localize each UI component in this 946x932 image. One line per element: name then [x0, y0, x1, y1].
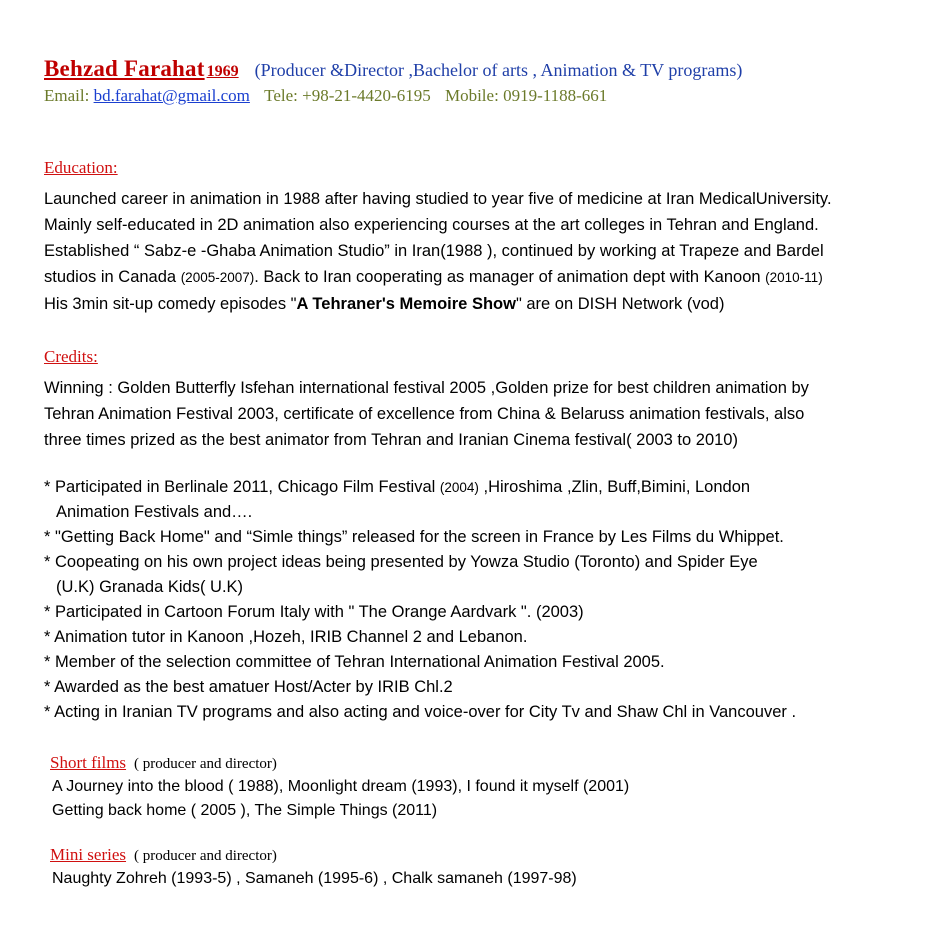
list-item-continuation: Animation Festivals and…. — [56, 503, 253, 521]
list-item-text-b: ,Hiroshima ,Zlin, Buff,Bimini, London — [478, 478, 751, 496]
mini-series-heading: Mini series — [50, 845, 127, 864]
short-films-line-1: A Journey into the blood ( 1988), Moonlight dream (1993), I found it myself (2001) — [52, 778, 630, 795]
short-films-lines — [44, 775, 916, 823]
short-films-line-2: Getting back home ( 2005 ), The Simple Things (2011) — [52, 802, 438, 819]
mini-series-heading-wrap — [44, 845, 916, 865]
mini-series-lines — [44, 867, 916, 891]
email-label: Email: — [44, 86, 90, 105]
list-item: * Awarded as the best amatuer Host/Acter by IRIB Chl.2 — [44, 678, 453, 696]
credits-intro-line-1: Winning : Golden Butterfly Isfehan international festival 2005 ,Golden prize for best children animation by — [44, 379, 809, 397]
education-line-5-a: His 3min sit-up comedy episodes " — [44, 295, 297, 313]
person-titles: (Producer &Director ,Bachelor of arts , Animation & TV programs) — [254, 60, 743, 80]
short-films-note: ( producer and director) — [134, 756, 277, 772]
education-canada-years: (2005-2007) — [180, 270, 255, 285]
education-line-4-a: studios in Canada — [44, 268, 181, 286]
list-item: * Acting in Iranian TV programs and also acting and voice-over for City Tv and Shaw Chl in Vancouver . — [44, 703, 797, 721]
education-line-1: Launched career in animation in 1988 after having studied to year five of medicine at Iran MedicalUniversity. — [44, 190, 832, 208]
short-films-heading: Short films — [50, 753, 127, 772]
list-item: * "Getting Back Home" and “Simle things” released for the screen in France by Les Films du Whippet. — [44, 528, 784, 546]
person-name: Behzad Farahat — [44, 56, 205, 81]
credits-intro-line-3: three times prized as the best animator from Tehran and Iranian Cinema festival( 2003 to 2010) — [44, 431, 738, 449]
list-item-text: * Participated in Berlinale 2011, Chicago Film Festival — [44, 478, 440, 496]
list-item: * Member of the selection committee of Tehran International Animation Festival 2005. — [44, 653, 665, 671]
education-line-2: Mainly self-educated in 2D animation also experiencing courses at the art colleges in Tehran and England. — [44, 216, 819, 234]
short-films-heading-wrap — [44, 753, 916, 773]
credits-intro — [44, 375, 916, 453]
education-line-4 — [44, 264, 916, 291]
credits-list — [44, 475, 916, 725]
credits-heading: Credits: — [44, 347, 98, 366]
education-kanoon-years: (2010-11) — [765, 270, 823, 285]
list-item: * Participated in Cartoon Forum Italy with " The Orange Aardvark ". (2003) — [44, 603, 584, 621]
list-item-continuation: (U.K) Granada Kids( U.K) — [56, 578, 244, 596]
education-line-4-b: . Back to Iran cooperating as manager of animation dept with Kanoon — [254, 268, 766, 286]
mobile-label: Mobile: — [444, 86, 499, 105]
show-title: A Tehraner's Memoire Show — [296, 295, 516, 313]
list-item: * Coopeating on his own project ideas being presented by Yowza Studio (Toronto) and Spider Eye — [44, 553, 758, 571]
list-item — [44, 475, 916, 500]
contact-line — [44, 86, 916, 106]
education-line-3: Established “ Sabz-e -Ghaba Animation Studio” in Iran(1988 ), continued by working at Trapeze and Bardel — [44, 242, 824, 260]
birth-year: 1969 — [206, 63, 239, 80]
education-line-5-b: " are on DISH Network — [515, 295, 687, 313]
education-body — [44, 186, 916, 317]
list-item-year: (2004) — [439, 480, 479, 495]
email-link[interactable]: bd.farahat@gmail.com — [93, 86, 250, 105]
education-heading: Education: — [44, 158, 118, 177]
vod-note: (vod) — [686, 295, 725, 313]
education-line-5 — [44, 291, 916, 317]
mini-series-line-1: Naughty Zohreh (1993-5) , Samaneh (1995-6) , Chalk samaneh (1997-98) — [52, 870, 577, 887]
mobile-number: 0919-1188-661 — [503, 86, 608, 105]
telephone: Tele: +98-21-4420-6195 — [264, 86, 431, 105]
header-name-line — [44, 56, 916, 82]
mini-series-note: ( producer and director) — [134, 848, 277, 864]
credits-intro-line-2: Tehran Animation Festival 2003, certificate of excellence from China & Belaruss animation festivals, also — [44, 405, 805, 423]
list-item: * Animation tutor in Kanoon ,Hozeh, IRIB Channel 2 and Lebanon. — [44, 628, 528, 646]
